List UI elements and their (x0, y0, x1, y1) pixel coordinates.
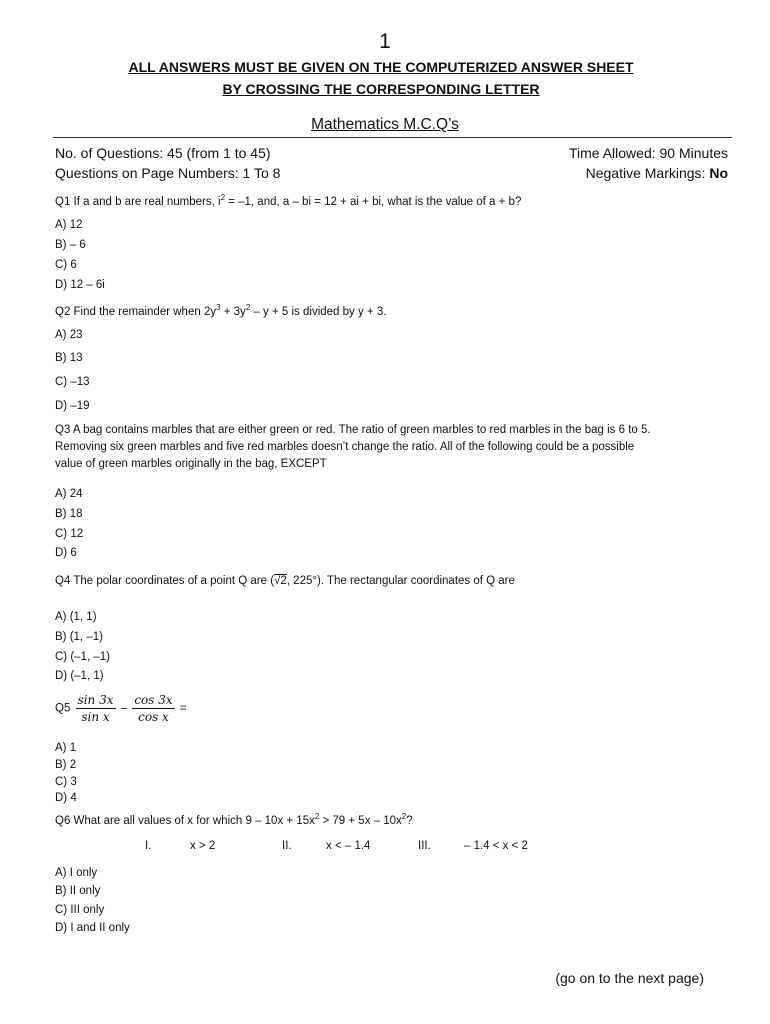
question-6: Q6 What are all values of x for which $9 - 10x + 15x^2 > 79 + 5x - 10x^2$? (55, 812, 413, 827)
question-5: Q5 $\frac{\sin 3x}{\text{sin x}}$ – $\frac{\cos 3x}{\text{cos x}}$ = (55, 693, 187, 724)
q2-option-a: A) 23 (55, 329, 83, 341)
q4-option-a: A) (1, 1) (55, 611, 97, 623)
questions-count: No. of Questions: 45 (from 1 to 45) (55, 145, 271, 161)
q6-statement-1-roman: I. (145, 840, 152, 852)
q6-statement-2: x < – 1.4 (326, 840, 371, 852)
q6-statement-3: – 1.4 < x < 2 (464, 840, 528, 852)
subject-title: Mathematics M.C.Q’s (311, 116, 459, 133)
q2-option-c: C) –13 (55, 376, 90, 388)
q4-option-b: B) (1, –1) (55, 631, 103, 643)
q2-option-d: D) –19 (55, 400, 90, 412)
q5-option-a: A) 1 (55, 742, 77, 754)
question-2: Q2 Find the remainder when $2y^3 + 3y^2 - y + 5$ is divided by y + 3. (55, 303, 387, 318)
q6-option-b: B) II only (55, 885, 101, 897)
q1-option-c: C) 6 (55, 259, 77, 271)
q1-option-a: A) 12 (55, 219, 83, 231)
q3-option-a: A) 24 (55, 488, 83, 500)
question-3: Q3 A bag contains marbles that are either green or red. The ratio of green marbles to red marbles in the bag is 6 to 5. Removing six green marbles and five red marbles doesn’t change the ratio. All of the following could be a possible value of green marbles originally in the bag, EXCEPT (55, 424, 651, 470)
q3-option-d: D) 6 (55, 547, 77, 559)
negative-markings: Negative Markings: No (585, 165, 728, 181)
question-4: Q4 The polar coordinates of a point Q are (√2, 225°). The rectangular coordinates of Q are (55, 575, 515, 587)
q4-option-c: C) (–1, –1) (55, 651, 110, 663)
q3-option-c: C) 12 (55, 528, 84, 540)
q6-statement-1: x > 2 (190, 840, 216, 852)
q1-option-b: B) – 6 (55, 239, 86, 251)
instruction-line-1: ALL ANSWERS MUST BE GIVEN ON THE COMPUTERIZED ANSWER SHEET (128, 59, 634, 75)
header-rule (53, 137, 732, 138)
q4-option-d: D) (–1, 1) (55, 670, 104, 682)
q6-option-d: D) I and II only (55, 922, 130, 934)
negative-markings-value: No (709, 165, 728, 181)
time-allowed: Time Allowed: 90 Minutes (569, 145, 728, 161)
q1-option-d: D) 12 – 6i (55, 279, 105, 291)
q5-option-d: D) 4 (55, 792, 77, 804)
q5-option-c: C) 3 (55, 776, 77, 788)
fraction-cos: $\frac{\cos 3x}{\text{cos x}}$ (134, 693, 173, 724)
q3-option-b: B) 18 (55, 508, 83, 520)
q6-statement-3-roman: III. (418, 840, 431, 852)
instruction-line-2: BY CROSSING THE CORRESPONDING LETTER (222, 81, 540, 97)
q6-statement-2-roman: II. (282, 840, 292, 852)
q2-option-b: B) 13 (55, 352, 83, 364)
questions-pages: Questions on Page Numbers: 1 To 8 (55, 165, 281, 181)
question-1: Q1 If a and b are real numbers, $i^2 = -1$, and, a – bi = 12 + ai + bi, what is the value of a + b? (55, 193, 522, 208)
q6-option-a: A) I only (55, 867, 98, 879)
sqrt-two: √2 (274, 575, 287, 587)
q6-option-c: C) III only (55, 904, 105, 916)
fraction-sin: $\frac{\sin 3x}{\text{sin x}}$ (77, 693, 114, 724)
next-page-note: (go on to the next page) (555, 970, 704, 986)
page-number: 1 (379, 30, 391, 53)
q5-option-b: B) 2 (55, 759, 77, 771)
